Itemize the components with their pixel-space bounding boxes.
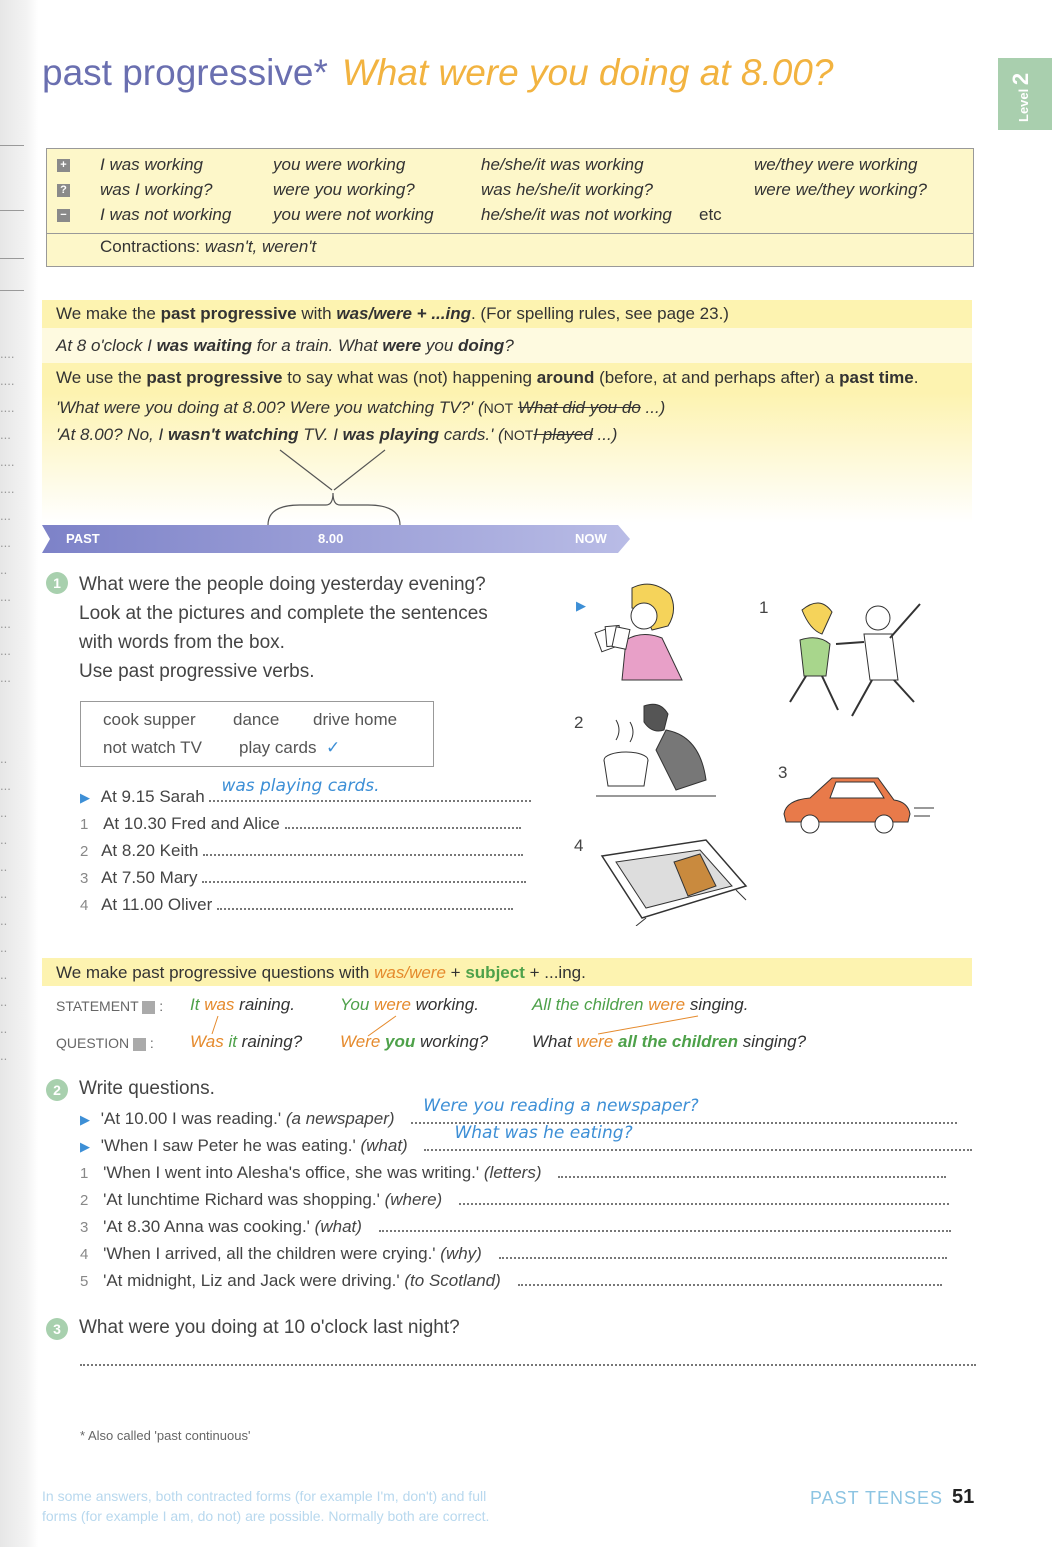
answer-blank[interactable] <box>285 813 521 829</box>
exercise-item: 3 At 7.50 Mary <box>80 867 526 888</box>
footnote: * Also called 'past continuous' <box>80 1428 251 1443</box>
exercise-item: 4 At 11.00 Oliver <box>80 894 513 915</box>
exercise-3-title: What were you doing at 10 o'clock last night? <box>79 1317 460 1338</box>
form-cell: he/she/it was working <box>481 155 644 174</box>
word-box: cook supper dance drive home not watch TV play cards ✓ <box>80 701 434 767</box>
answer-handwritten: Were you reading a newspaper? <box>423 1096 699 1116</box>
timeline-past: PAST <box>66 531 100 546</box>
exercise-number: 3 <box>46 1318 68 1340</box>
broken-tv-illustration <box>596 826 756 926</box>
divider <box>47 233 973 234</box>
timeline <box>42 525 630 553</box>
picture-label: 4 <box>574 836 584 855</box>
example-3: 'At 8.00? No, I wasn't watching TV. I was playing cards.' (NOTI played ...) <box>56 425 618 444</box>
answer-blank[interactable] <box>459 1189 949 1205</box>
answer-blank[interactable] <box>558 1162 946 1178</box>
statement-example: All the children were singing. <box>532 995 749 1014</box>
question-rule: We make past progressive questions with was/were + subject + ...ing. <box>56 963 586 982</box>
exercise-1-instructions: What were the people doing yesterday evening? Look at the pictures and complete the sentences with words from the box. Use past progressive verbs. <box>79 574 488 682</box>
answer-blank[interactable] <box>202 867 526 883</box>
timeline-now: NOW <box>575 531 607 546</box>
form-cell: were we/they working? <box>754 180 927 199</box>
picture-label: 1 <box>759 598 769 617</box>
answer-blank[interactable] <box>499 1243 947 1259</box>
woman-playing-cards-illustration <box>592 580 692 685</box>
picture-label: 2 <box>574 713 584 732</box>
title-question: What were you doing at 8.00? <box>341 52 834 93</box>
plus-icon <box>142 1001 155 1014</box>
exercise-number: 2 <box>46 1079 68 1101</box>
example-2: 'What were you doing at 8.00? Were you watching TV?' (NOT What did you do ...) <box>56 398 666 417</box>
footer-note: In some answers, both contracted forms (for example I'm, don't) and full forms (for example I am, do not) are possible. Normally both are correct. <box>42 1488 490 1524</box>
question-example: Were you working? <box>340 1032 489 1051</box>
section-name: PAST TENSES <box>810 1488 944 1508</box>
answer-blank[interactable] <box>203 840 523 856</box>
answer-blank[interactable] <box>518 1270 942 1286</box>
rule-2: We use the past progressive to say what was (not) happening around (before, at and perhaps after) a past time. <box>56 368 919 387</box>
form-cell: you were not working <box>273 205 434 224</box>
rule-1: We make the past progressive with was/were + ...ing. (For spelling rules, see page 23.) <box>56 304 729 323</box>
example-1: At 8 o'clock I was waiting for a train. What were you doing? <box>56 336 514 355</box>
exercise-item: 3 'At 8.30 Anna was cooking.' (what) <box>80 1216 951 1237</box>
answer-blank[interactable] <box>80 1350 976 1366</box>
check-icon: ✓ <box>326 738 341 757</box>
question-example: What were all the children singing? <box>532 1032 807 1051</box>
exercise-item: ▶ 'At 10.00 I was reading.' (a newspaper) Were you reading a newspaper? <box>80 1108 957 1129</box>
gutter-line <box>0 145 24 146</box>
form-cell: was he/she/it working? <box>481 180 653 199</box>
gutter-line <box>0 210 24 211</box>
exercise-item: 1 'When I went into Alesha's office, she was writing.' (letters) <box>80 1162 946 1183</box>
forms-table <box>46 148 974 267</box>
form-cell: etc <box>699 205 722 224</box>
statement-label: STATEMENT : <box>56 998 164 1014</box>
question-icon <box>133 1038 146 1051</box>
title-main: past progressive* <box>42 52 328 93</box>
answer-handwritten: What was he eating? <box>454 1123 633 1143</box>
timeline-time: 8.00 <box>318 531 344 546</box>
bracket-diagram <box>260 445 410 527</box>
plus-icon: + <box>57 159 70 172</box>
form-cell: was I working? <box>100 180 213 199</box>
dancing-couple-illustration <box>760 590 930 725</box>
question-icon: ? <box>57 184 70 197</box>
contractions: Contractions: wasn't, weren't <box>100 237 317 256</box>
gutter-dots: .... .... .... ... .... .... ... ... .. ... ... ... ... .. ... .. .. .. .. .. .. .. .. .. .. <box>0 346 15 1063</box>
page-number: 51 <box>952 1486 975 1508</box>
gutter-line <box>0 290 24 291</box>
form-cell: I was not working <box>100 205 232 224</box>
picture-label: ▶ <box>576 598 586 613</box>
level-tab: Level 2 <box>998 58 1052 130</box>
man-cooking-illustration <box>596 700 716 810</box>
exercise-number: 1 <box>46 572 68 594</box>
form-cell: were you working? <box>273 180 415 199</box>
form-cell: you were working <box>273 155 406 174</box>
exercise-item: 2 At 8.20 Keith <box>80 840 523 861</box>
answer-handwritten: was playing cards. <box>221 776 380 796</box>
exercise-item: ▶ At 9.15 Sarah was playing cards. <box>80 786 531 807</box>
exercise-item: 5 'At midnight, Liz and Jack were driving.' (to Scotland) <box>80 1270 942 1291</box>
form-cell: I was working <box>100 155 203 174</box>
answer-blank[interactable] <box>379 1216 951 1232</box>
statement-example: It was raining. <box>190 995 295 1014</box>
statement-example: You were working. <box>340 995 479 1014</box>
question-label: QUESTION : <box>56 1035 154 1051</box>
minus-icon: − <box>57 209 70 222</box>
form-cell: he/she/it was not working <box>481 205 672 224</box>
picture-label: 3 <box>778 763 788 782</box>
exercise-item: ▶ 'When I saw Peter he was eating.' (what) What was he eating? <box>80 1135 972 1156</box>
form-cell: we/they were working <box>754 155 918 174</box>
driving-car-illustration <box>776 770 941 840</box>
question-example: Was it raining? <box>190 1032 303 1051</box>
page-title <box>42 52 833 94</box>
gutter-line <box>0 258 24 259</box>
exercise-item: 1 At 10.30 Fred and Alice <box>80 813 521 834</box>
exercise-item: 2 'At lunchtime Richard was shopping.' (where) <box>80 1189 949 1210</box>
exercise-2-title: Write questions. <box>79 1078 215 1099</box>
answer-blank[interactable] <box>217 894 513 910</box>
exercise-item: 4 'When I arrived, all the children were crying.' (why) <box>80 1243 947 1264</box>
